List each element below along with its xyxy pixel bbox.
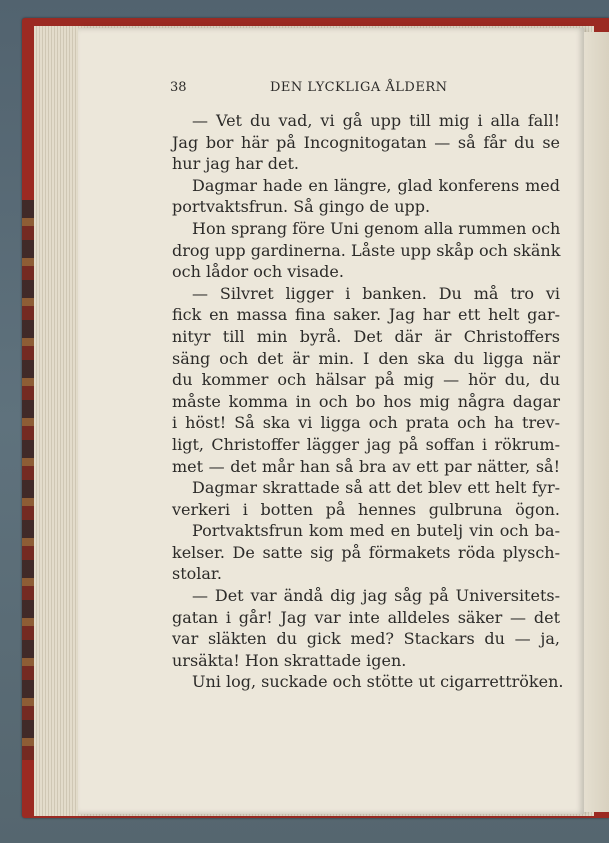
text-line: du kommer och hälsar på mig — hör du, du [172, 370, 560, 390]
text-line: portvaktsfrun. Så gingo de upp. [172, 197, 431, 217]
text-line: ursäkta! Hon skrattade igen. [172, 650, 407, 670]
text-line: och lådor och visade. [172, 262, 344, 282]
text-line: måste komma in och bo hos mig några dagar [172, 391, 560, 411]
text-line: stolar. [172, 564, 222, 584]
text-line: hur jag har det. [172, 154, 299, 174]
text-line: drog upp gardinerna. Låste upp skåp och skänk [172, 240, 561, 260]
text-line: Uni log, suckade och stötte ut cigarrettröken. [192, 672, 564, 692]
body-text [172, 110, 564, 693]
text-line: nityr till min byrå. Det där är Christoffers [172, 326, 560, 346]
text-line: — Vet du vad, vi gå upp till mig i alla fall! [192, 111, 560, 130]
text-line: i höst! Så ska vi ligga och prata och ha trev- [172, 413, 560, 433]
text-line: Portvaktsfrun kom med en butelj vin och ba- [192, 521, 560, 541]
text-line: fick en massa fina saker. Jag har ett helt gar- [172, 305, 560, 325]
text-line: var släkten du gick med? Stackars du — ja, [172, 629, 560, 649]
text-line: Jag bor här på Incognitogatan — så får du se [172, 132, 560, 152]
text-line: Hon sprang före Uni genom alla rummen och [192, 218, 561, 238]
running-title: DEN LYCKLIGA ÅLDERN [270, 80, 448, 95]
page-header [170, 80, 560, 102]
text-line: — Det var ändå dig jag såg på Universitets- [192, 586, 560, 606]
text-line: Dagmar skrattade så att det blev ett helt fyr- [192, 478, 560, 498]
text-line: verkeri i botten på hennes gulbruna ögon. [172, 499, 560, 519]
text-line: met — det mår han så bra av ett par nätter, så! [172, 456, 560, 476]
text-line: gatan i går! Jag var inte alldeles säker — det [172, 607, 560, 627]
facing-page-edge [584, 32, 609, 812]
text-line: säng och det är min. I den ska du ligga när [172, 348, 560, 368]
text-line: kelser. De satte sig på förmakets röda plysch- [172, 542, 560, 562]
text-line: ligt, Christoffer lägger jag på soffan i rökrum- [172, 434, 560, 454]
text-line: Dagmar hade en längre, glad konferens med [192, 175, 560, 195]
page-number: 38 [170, 80, 187, 95]
text-line: — Silvret ligger i banken. Du må tro vi [192, 283, 560, 303]
